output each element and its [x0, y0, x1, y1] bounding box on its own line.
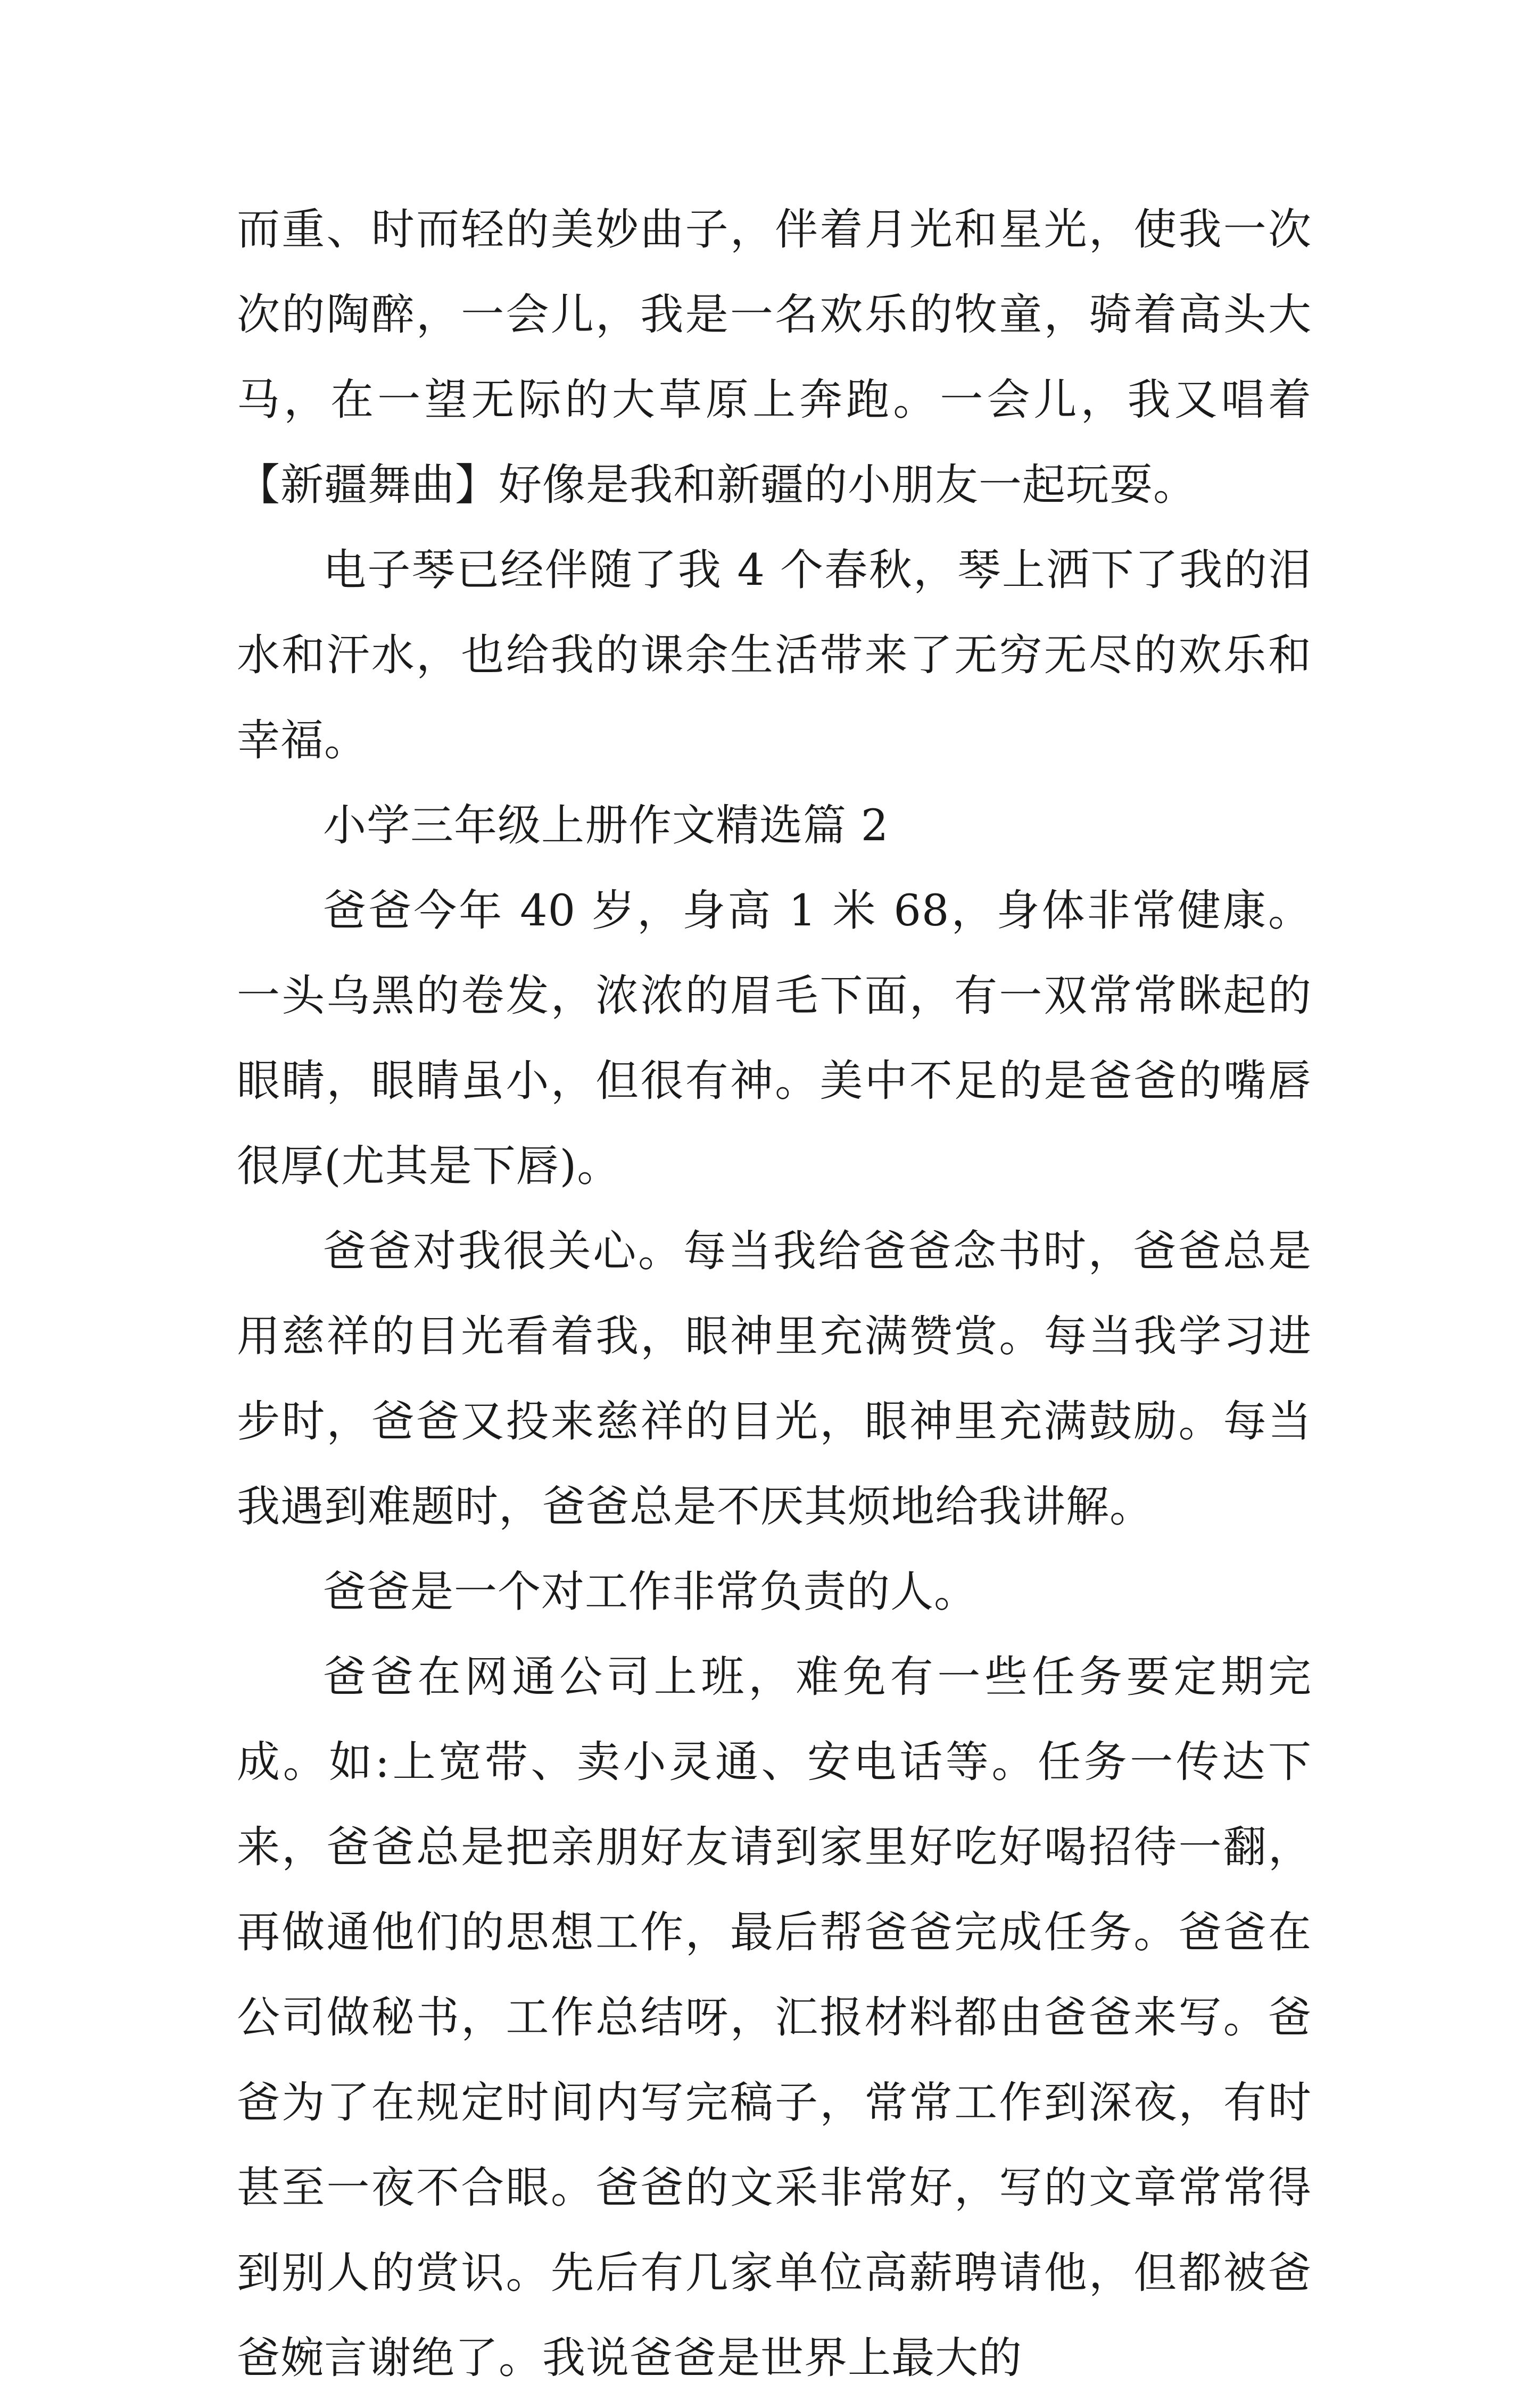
paragraph: 爸爸今年 40 岁，身高 1 米 68，身体非常健康。一头乌黑的卷发，浓浓的眉毛下面，有一双常常眯起的眼睛，眼睛虽小，但很有神。美中不足的是爸爸的嘴唇很厚(尤其是下唇)。 [237, 886, 1312, 1191]
paragraph: 爸爸对我很关心。每当我给爸爸念书时，爸爸总是用慈祥的目光看着我，眼神里充满赞赏。每当我学习进步时，爸爸又投来慈祥的目光，眼神里充满鼓励。每当我遇到难题时，爸爸总是不厌其烦地给我讲解。 [237, 1227, 1312, 1532]
section-heading: 小学三年级上册作文精选篇 2 [323, 801, 889, 851]
paragraph: 爸爸在网通公司上班，难免有一些任务要定期完成。如:上宽带、卖小灵通、安电话等。任务一传达下来，爸爸总是把亲朋好友请到家里好吃好喝招待一翻，再做通他们的思想工作，最后帮爸爸完成任务。爸爸在公司做秘书，工作总结呀，汇报材料都由爸爸来写。爸爸为了在规定时间内写完稿子，常常工作到深夜，有时甚至一夜不合眼。爸爸的文采非常好，写的文章常常得到别人的赏识。先后有几家单位高薪聘请他，但都被爸爸婉言谢绝了。我说爸爸是世界上最大的 [237, 1652, 1312, 2383]
document-body [237, 187, 1312, 2401]
paragraph-continued: 而重、时而轻的美妙曲子，伴着月光和星光，使我一次次的陶醉，一会儿，我是一名欢乐的牧童，骑着高头大马，在一望无际的大草原上奔跑。一会儿，我又唱着【新疆舞曲】好像是我和新疆的小朋友一起玩耍。 [237, 205, 1312, 510]
paragraph: 电子琴已经伴随了我 4 个春秋，琴上洒下了我的泪水和汗水，也给我的课余生活带来了无穷无尽的欢乐和幸福。 [237, 545, 1312, 766]
paragraph: 爸爸是一个对工作非常负责的人。 [323, 1567, 978, 1617]
